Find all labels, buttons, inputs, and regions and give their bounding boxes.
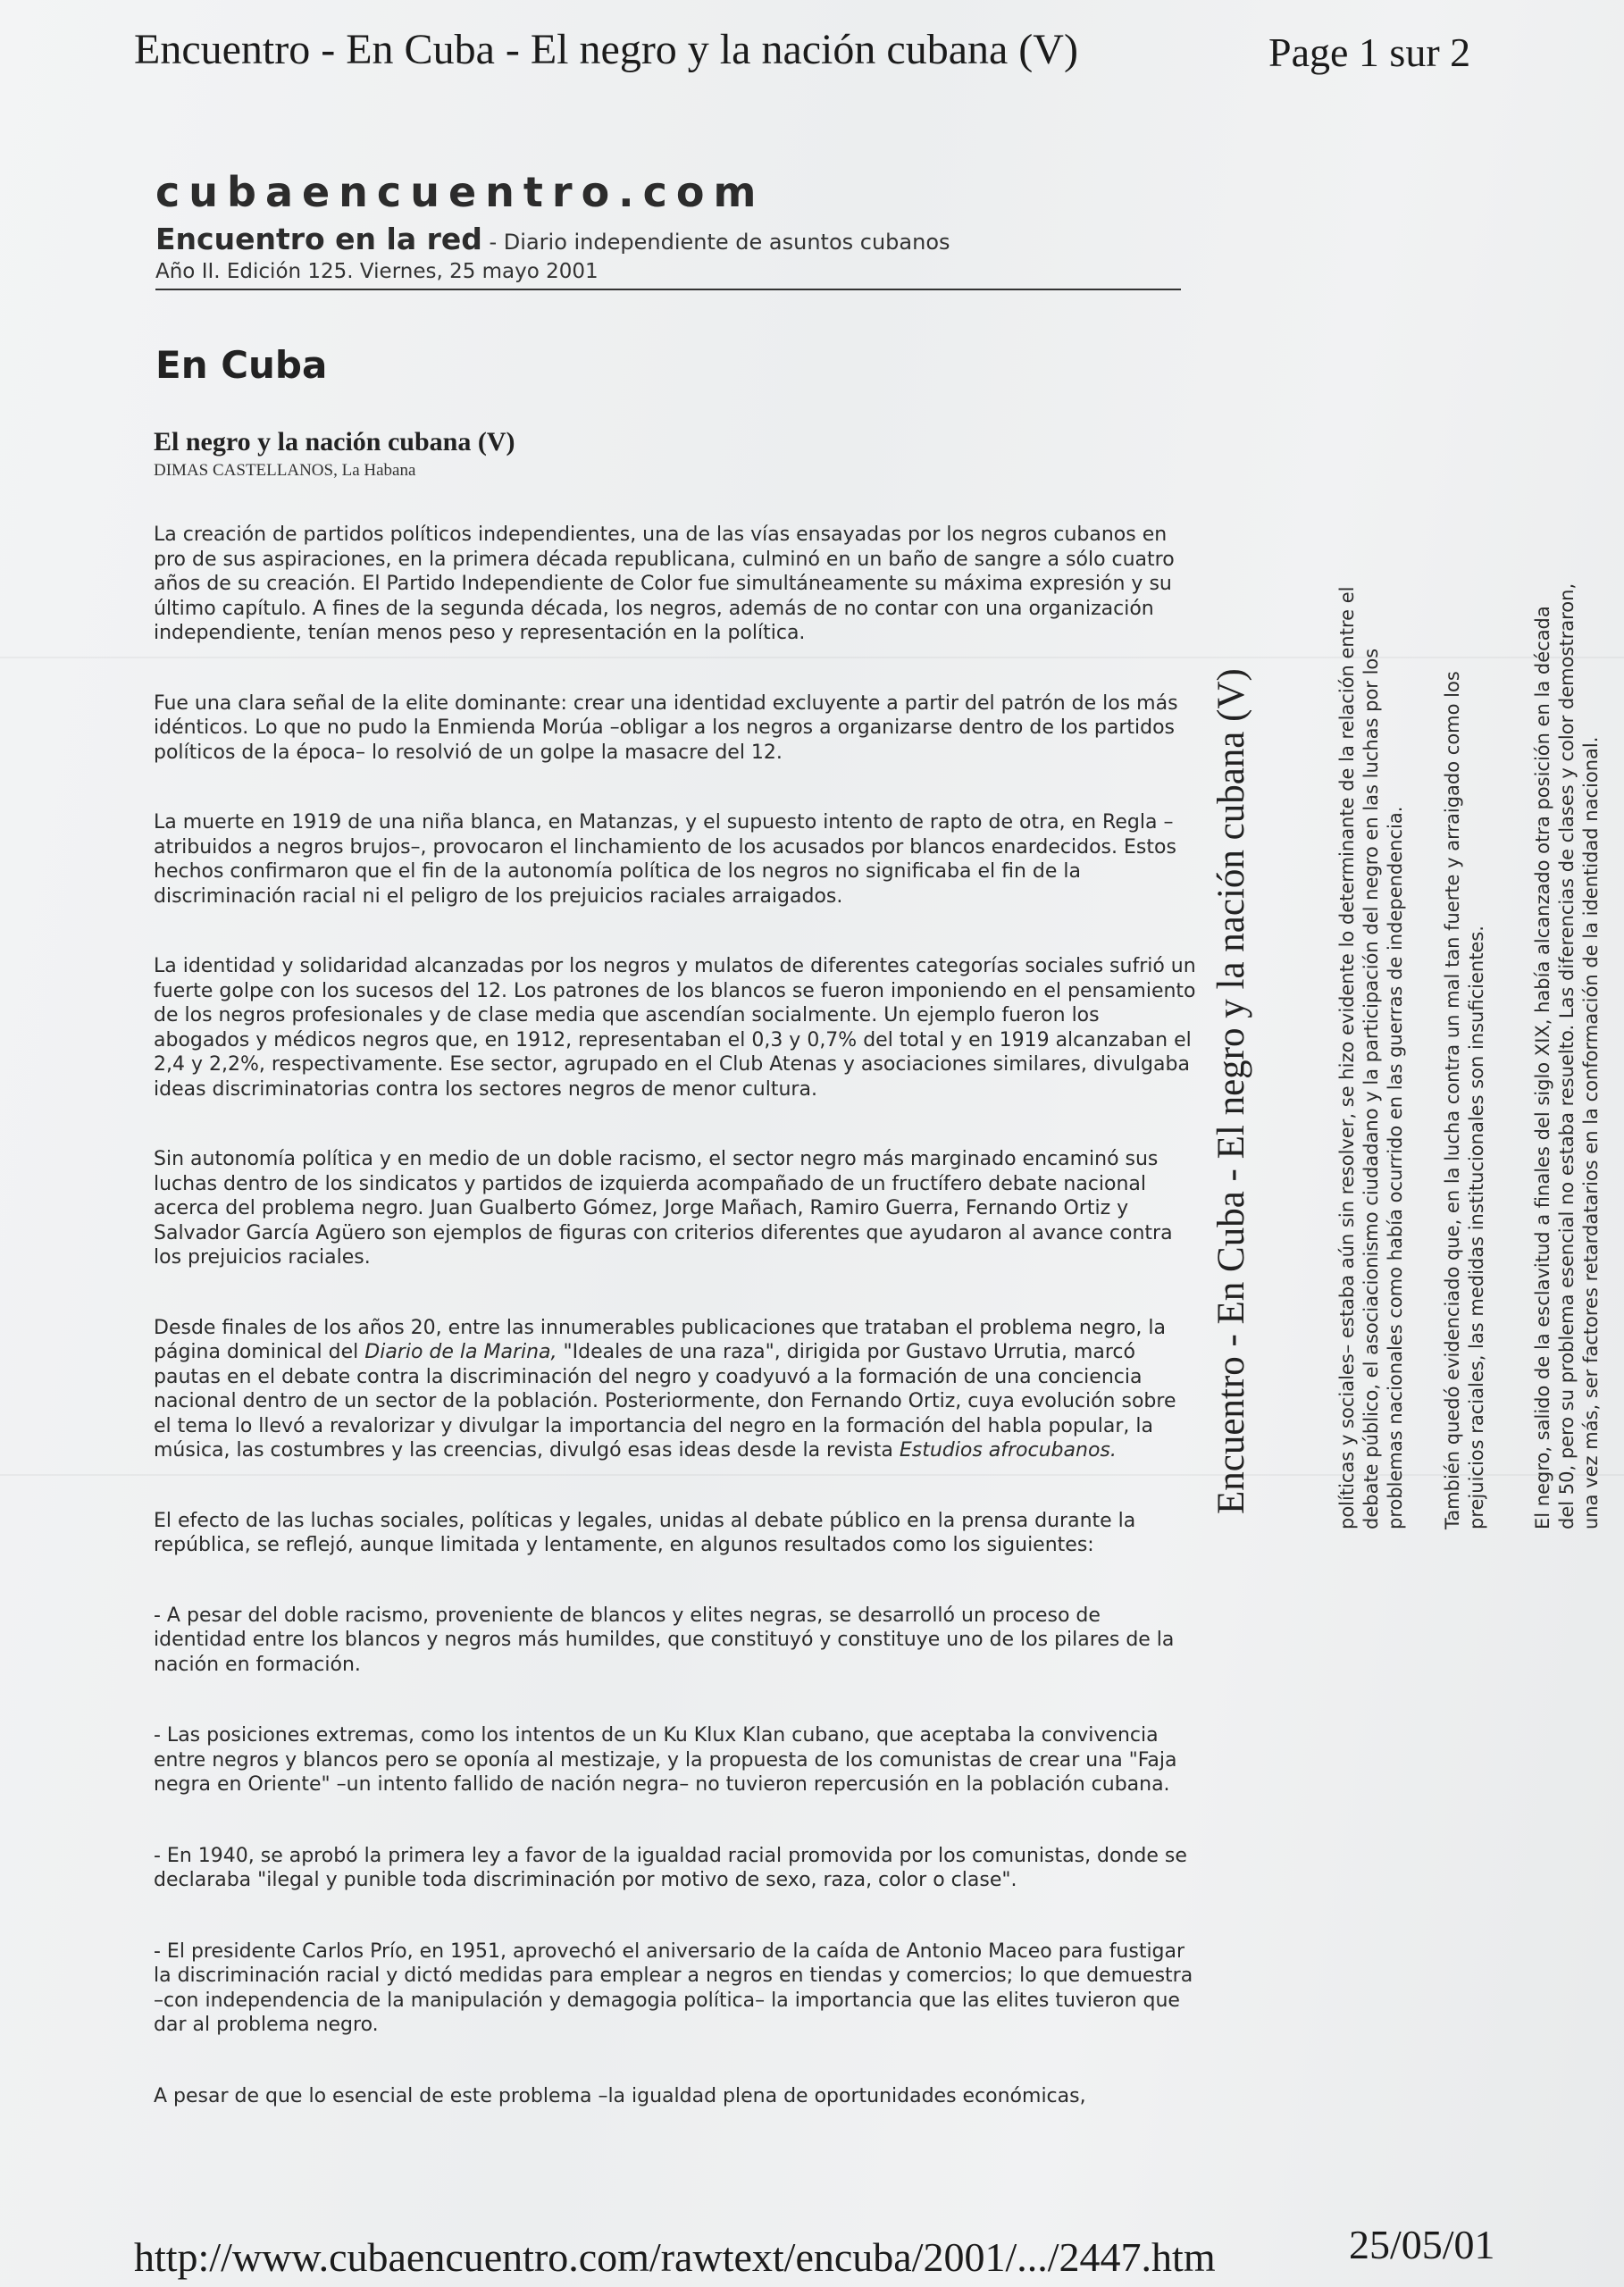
site-tagline (155, 222, 1181, 256)
author-name: DIMAS CASTELLANOS (154, 461, 334, 480)
paragraph (154, 1316, 1197, 1463)
paragraph: La identidad y solidaridad alcanzadas por los negros y mulatos de diferentes categorías sociales sufrió un fuerte golpe con los sucesos del 12. Los patrones de los blancos se fueron imponiendo en el pensamiento de los negros profesionales y de clase media que ascendían socialmente. Un ejemplo fueron los abogados y médicos negros que, en 1912, representaban el 0,3 y 0,7% del total y en 1919 alcanzaban el 2,4 y 2,2%, respectivamente. Ese sector, agrupado en el Club Atenas y asociaciones similares, divulgaba ideas discriminatorias contra los sectores negros de menor cultura. (154, 955, 1196, 1101)
paragraph: Sin autonomía política y en medio de un doble racismo, el sector negro más marginado encaminó sus luchas dentro de los sindicatos y partidos de izquierda acompañado de un fructífero debate nacional acerca del problema negro. Juan Gualberto Gómez, Jorge Mañach, Ramiro Guerra, Fernando Ortiz y Salvador García Agüero son ejemplos de figuras con criterios diferentes que ayudaron al avance contra los prejuicios raciales. (154, 1148, 1173, 1269)
section-title: En Cuba (155, 343, 328, 387)
rotated-paragraph: políticas y sociales– estaba aún sin resolver, se hizo evidente lo determinante de la relación entre el debate público, el asociacionismo ciudadano y la participación del negro en las luchas por los problemas nacionales como había ocurrido en las guerras de independencia. (1336, 586, 1406, 1529)
article-title: El negro y la nación cubana (V) (154, 427, 515, 457)
paragraph: La creación de partidos políticos independientes, una de las vías ensayadas por los negros cubanos en pro de sus aspiraciones, en la primera década republicana, culminó en un baño de sangre a sólo cuatro años de su creación. El Partido Independiente de Color fue simultáneamente su máxima expresión y su último capítulo. A fines de la segunda década, los negros, además de no contar con una organización independiente, tenían menos peso y representación en la política. (154, 524, 1175, 644)
tagline-rest: - Diario independiente de asuntos cubanos (481, 230, 950, 255)
footer-url: http://www.cubaencuentro.com/rawtext/encuba/2001/.../2447.htm (134, 2234, 1216, 2280)
rotated-paragraph: También quedó evidenciado que, en la lucha contra un mal tan fuerte y arraigado como los prejuicios raciales, las medidas institucionales son insuficientes. (1442, 671, 1487, 1529)
bullet-item: - En 1940, se aprobó la primera ley a favor de la igualdad racial promovida por los comunistas, donde se declaraba "ilegal y punible toda discriminación por motivo de sexo, raza, color o clase". (154, 1844, 1187, 1891)
paragraph: A pesar de que lo esencial de este problema –la igualdad plena de oportunidades económicas, (154, 2084, 1086, 2107)
bullet-item: - El presidente Carlos Prío, en 1951, aprovechó el aniversario de la caída de Antonio Maceo para fustigar la discriminación racial y dictó medidas para emplear a negros en tiendas y comercios; lo que demuestra –con independencia de la manipulación y demagogia política– la importancia que las elites tuvieron que dar al problema negro. (154, 1939, 1193, 2036)
print-page-number: Page 1 sur 2 (1268, 29, 1471, 75)
article-body (154, 523, 1197, 2154)
italic-title: Diario de la Marina, (364, 1341, 557, 1363)
paragraph-text: Desde finales de los años 20, entre las innumerables publicaciones que trataban el problema negro, la página dominical del (154, 1316, 1166, 1363)
bullet-item: - Las posiciones extremas, como los intentos de un Ku Klux Klan cubano, que aceptaba la convivencia entre negros y blancos pero se oponía al mestizaje, y la propuesta de los comunistas de crear una "Faja negra en Oriente" –un intento fallido de nación negra– no tuvieron repercusión en la población cubana. (154, 1724, 1177, 1796)
paragraph: La muerte en 1919 de una niña blanca, en Matanzas, y el supuesto intento de rapto de otra, en Regla –atribuidos a negros brujos–, provocaron el linchamiento de los acusados por blancos enardecidos. Estos hechos confirmaron que el fin de la autonomía política de los negros no significaba el fin de la discriminación racial ni el peligro de los prejuicios raciales arraigados. (154, 811, 1176, 908)
site-name: cubaencuentro.com (155, 168, 766, 216)
paragraph: El efecto de las luchas sociales, políticas y legales, unidas al debate público en la prensa durante la república, se reflejó, aunque limitada y lentamente, en algunos resultados como los siguientes: (154, 1509, 1136, 1556)
article-byline (154, 461, 415, 481)
paragraph-text: "Ideales de una raza", dirigida por Gustavo Urrutia, marcó pautas en el debate contra la discriminación del negro y coadyuvó a la formación de una conciencia nacional dentro de un sector de la población. Posteriormente, don Fernando Ortiz, cuya evolución sobre el tema lo llevó a revalorizar y divulgar la importancia del negro en la formación del habla popular, la música, las costumbres y las creencias, divulgó esas ideas desde la revista (154, 1341, 1176, 1462)
tagline-bold: Encuentro en la red (155, 222, 482, 256)
rotated-paragraph: El negro, salido de la esclavitud a finales del siglo XIX, había alcanzado otra posición en la década del 50, pero su problema esencial no estaba resuelto. Las diferencias de clases y color demostraron, una vez más, ser factores retardatarios en la conformación de la identidad nacional. (1532, 582, 1602, 1529)
print-header-title: Encuentro - En Cuba - El negro y la nación cubana (V) (134, 26, 1078, 73)
footer-date: 25/05/01 (1349, 2222, 1495, 2267)
italic-title: Estudios afrocubanos. (899, 1439, 1117, 1462)
rotated-header-title: Encuentro - En Cuba - El negro y la nación cubana (V) (1210, 668, 1252, 1514)
site-masthead (155, 168, 1181, 290)
paragraph: Fue una clara señal de la elite dominante: crear una identidad excluyente a partir del patrón de los más idénticos. Lo que no pudo la Enmienda Morúa –obligar a los negros a organizarse dentro de los partidos políticos de la época– lo resolvió de un golpe la masacre del 12. (154, 691, 1178, 764)
author-location: , La Habana (333, 461, 416, 480)
edition-line: Año II. Edición 125. Viernes, 25 mayo 2001 (155, 260, 1181, 290)
bullet-item: - A pesar del doble racismo, proveniente de blancos y elites negras, se desarrolló un proceso de identidad entre los blancos y negros más humildes, que constituyó y constituye uno de los pilares de la nación en formación. (154, 1604, 1175, 1676)
